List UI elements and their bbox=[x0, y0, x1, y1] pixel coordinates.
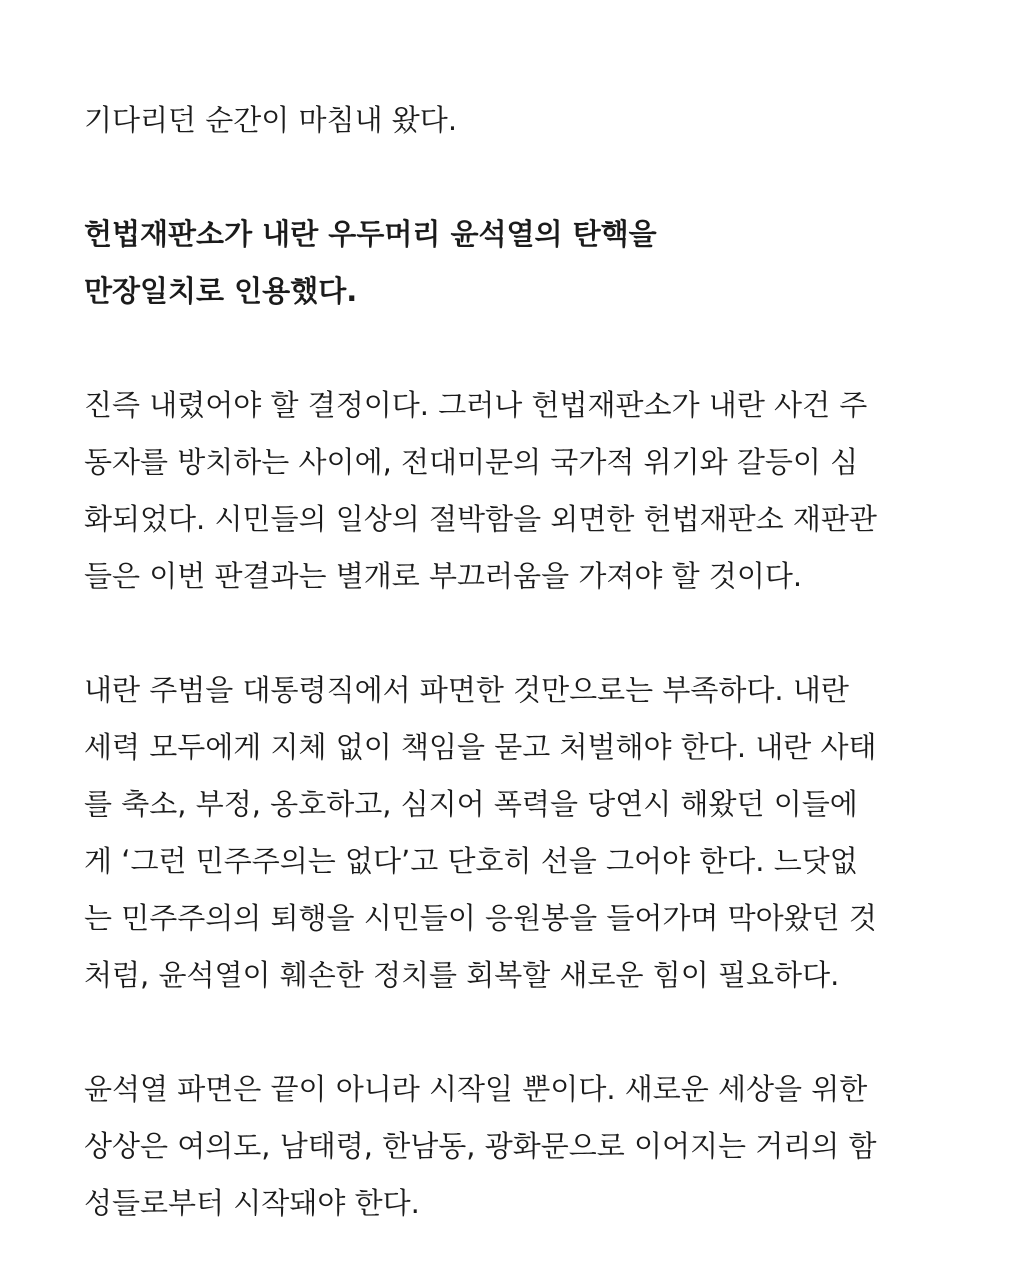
headline-line: 만장일치로 인용했다. bbox=[84, 274, 358, 308]
body-paragraph-decision bbox=[84, 377, 956, 605]
body-paragraph-future bbox=[84, 1061, 956, 1232]
intro-paragraph bbox=[84, 92, 956, 149]
headline-paragraph bbox=[84, 206, 956, 320]
headline-line: 헌법재판소가 내란 우두머리 윤석열의 탄핵을 bbox=[84, 217, 657, 251]
body-line: 진즉 내렸어야 할 결정이다. 그러나 헌법재판소가 내란 사건 주 bbox=[84, 388, 868, 422]
paragraph-gap bbox=[84, 1004, 956, 1061]
body-line: 윤석열 파면은 끝이 아니라 시작일 뿐이다. 새로운 세상을 위한 bbox=[84, 1072, 868, 1106]
body-line: 를 축소, 부정, 옹호하고, 심지어 폭력을 당연시 해왔던 이들에 bbox=[84, 787, 858, 821]
statement-text bbox=[84, 92, 956, 1232]
body-line: 상상은 여의도, 남태령, 한남동, 광화문으로 이어지는 거리의 함 bbox=[84, 1129, 877, 1163]
body-line: 게 ‘그런 민주주의는 없다’고 단호히 선을 그어야 한다. 느닷없 bbox=[84, 844, 858, 878]
paragraph-gap bbox=[84, 605, 956, 662]
body-line: 화되었다. 시민들의 일상의 절박함을 외면한 헌법재판소 재판관 bbox=[84, 502, 877, 536]
body-line: 처럼, 윤석열이 훼손한 정치를 회복할 새로운 힘이 필요하다. bbox=[84, 958, 840, 992]
body-line: 동자를 방치하는 사이에, 전대미문의 국가적 위기와 갈등이 심 bbox=[84, 445, 859, 479]
body-line: 는 민주주의의 퇴행을 시민들이 응원봉을 들어가며 막아왔던 것 bbox=[84, 901, 877, 935]
body-line: 내란 주범을 대통령직에서 파면한 것만으로는 부족하다. 내란 bbox=[84, 673, 849, 707]
intro-line: 기다리던 순간이 마침내 왔다. bbox=[84, 103, 458, 137]
paragraph-gap bbox=[84, 320, 956, 377]
paragraph-gap bbox=[84, 149, 956, 206]
body-line: 세력 모두에게 지체 없이 책임을 묻고 처벌해야 한다. 내란 사태 bbox=[84, 730, 877, 764]
body-paragraph-accountability bbox=[84, 662, 956, 1004]
body-line: 들은 이번 판결과는 별개로 부끄러움을 가져야 할 것이다. bbox=[84, 559, 803, 593]
body-line: 성들로부터 시작돼야 한다. bbox=[84, 1186, 420, 1220]
